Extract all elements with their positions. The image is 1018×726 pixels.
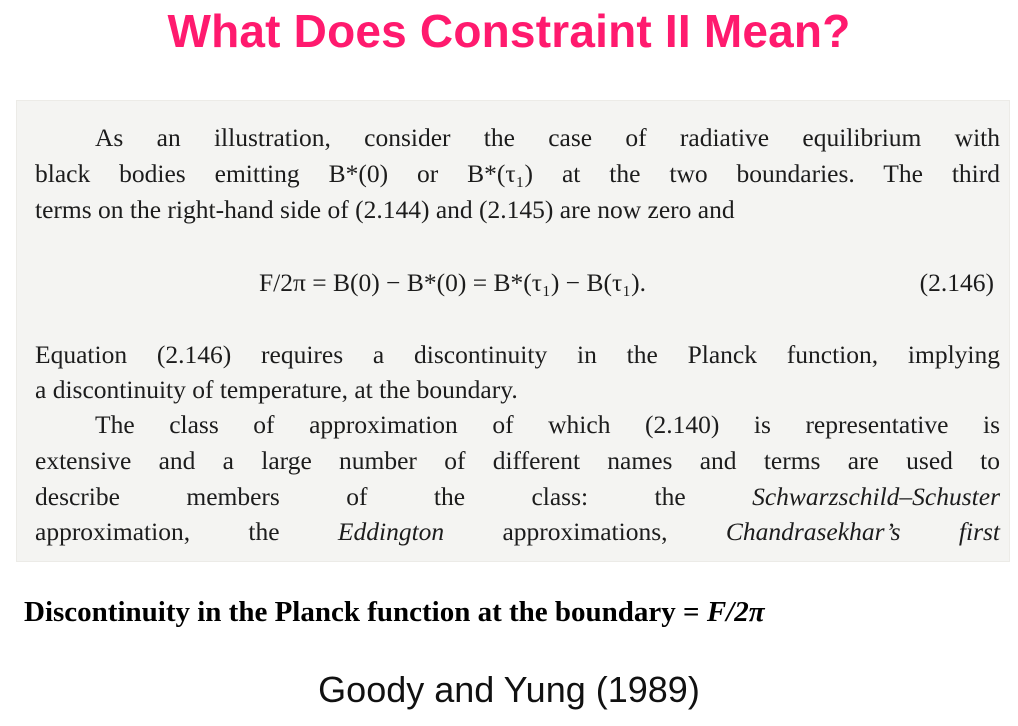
excerpt-emphasis: Eddington (337, 517, 445, 546)
excerpt-text: approximation, the (35, 517, 338, 546)
book-excerpt (16, 100, 1010, 562)
excerpt-line (35, 479, 1000, 516)
excerpt-line: terms on the right-hand side of (2.144) and (2.145) are now zero and (35, 195, 735, 224)
excerpt-line: extensive and a large number of different names and terms are used to (35, 446, 1000, 475)
excerpt-text: approximations, (444, 517, 726, 546)
excerpt-emphasis: Chandrasekhar’s first (725, 517, 1000, 546)
citation: Goody and Yung (1989) (318, 669, 700, 710)
excerpt-emphasis: Schwarzschild–Schuster (752, 482, 1000, 511)
equation: F/2π = B(0) − B*(0) = B*(τ₁) − B(τ₁). (259, 268, 647, 297)
excerpt-line: As an illustration, consider the case of radiative equilibrium with (95, 123, 1000, 152)
slide-title: What Does Constraint II Mean? (167, 5, 851, 57)
excerpt-line: Equation (2.146) requires a discontinuity in the Planck function, implying (35, 340, 1000, 369)
excerpt-line: a discontinuity of temperature, at the boundary. (35, 375, 518, 404)
excerpt-text: describe members of the class: the (35, 482, 753, 511)
conclusion-statement (24, 596, 765, 629)
excerpt-line (35, 514, 1000, 551)
excerpt-line: black bodies emitting B*(0) or B*(τ₁) at the two boundaries. The third (35, 159, 1000, 188)
conclusion-value: F/2π (706, 596, 765, 628)
equation-number: (2.146) (919, 268, 994, 297)
excerpt-line: The class of approximation of which (2.140) is representative is (95, 410, 1000, 439)
conclusion-text: Discontinuity in the Planck function at the boundary = (24, 596, 707, 628)
